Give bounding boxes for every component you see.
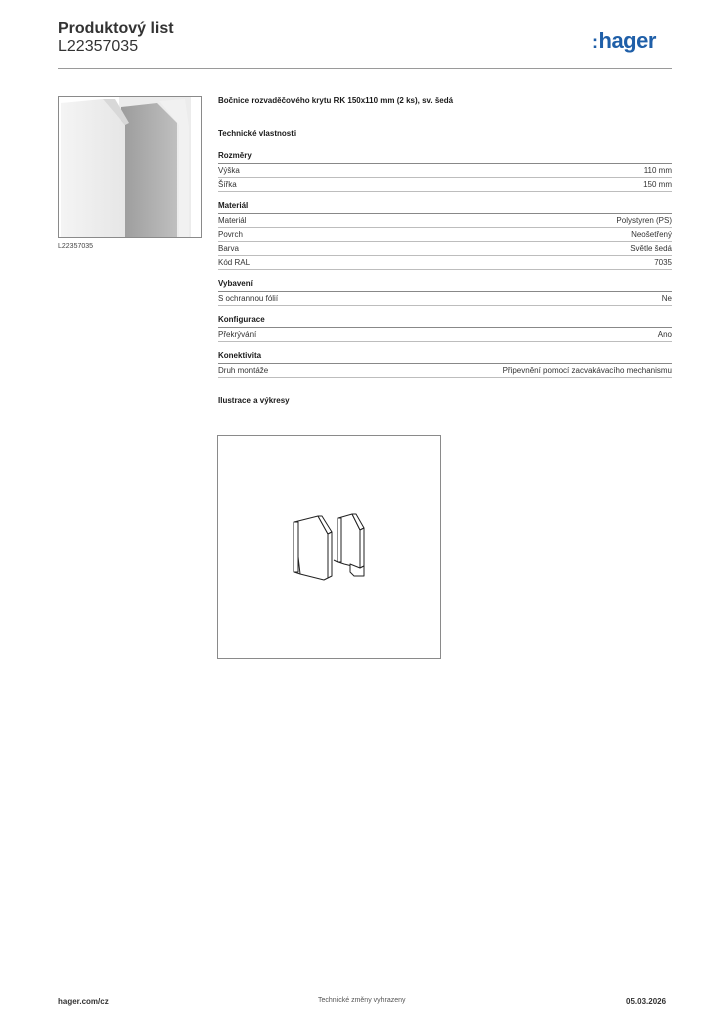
- group-title: Materiál: [218, 201, 672, 214]
- row-value: 150 mm: [643, 180, 672, 189]
- group-title: Rozměry: [218, 151, 672, 164]
- row-label: S ochrannou fólií: [218, 294, 279, 303]
- group-material: [218, 201, 672, 270]
- photo-caption: L22357035: [58, 243, 94, 250]
- product-name: Bočnice rozvaděčového krytu RK 150x110 mm (2 ks), sv. šedá: [218, 96, 454, 105]
- row-label: Druh montáže: [218, 366, 269, 375]
- row-value: Ano: [657, 330, 672, 339]
- table-row: [218, 328, 672, 342]
- group-title: Konektivita: [218, 351, 672, 364]
- side-panels-photo-icon: [59, 97, 201, 237]
- row-label: Překrývání: [218, 330, 257, 339]
- row-label: Povrch: [218, 230, 243, 239]
- logo-dots-icon: :: [592, 32, 598, 52]
- row-label: Kód RAL: [218, 258, 251, 267]
- properties-table: [218, 151, 672, 378]
- table-row: [218, 178, 672, 192]
- side-panels-drawing-icon: [218, 436, 440, 658]
- table-row: [218, 256, 672, 270]
- group-dimensions: [218, 151, 672, 192]
- table-row: [218, 364, 672, 378]
- footer-date: 05.03.2026: [626, 997, 667, 1006]
- row-label: Výška: [218, 166, 240, 175]
- technical-drawing: [217, 435, 441, 659]
- group-connectivity: [218, 351, 672, 378]
- group-title: Vybavení: [218, 279, 672, 292]
- row-value: Ne: [661, 294, 672, 303]
- drawings-heading: Ilustrace a výkresy: [218, 396, 290, 405]
- row-value: Světle šedá: [630, 244, 672, 253]
- table-row: [218, 292, 672, 306]
- footer-website: hager.com/cz: [58, 997, 109, 1006]
- row-label: Materiál: [218, 216, 247, 225]
- group-title: Konfigurace: [218, 315, 672, 328]
- row-value: 110 mm: [643, 166, 672, 175]
- table-row: [218, 164, 672, 178]
- row-value: 7035: [654, 258, 672, 267]
- footer-note: Technické změny vyhrazeny: [318, 997, 406, 1004]
- group-configuration: [218, 315, 672, 342]
- row-value: Polystyren (PS): [616, 216, 672, 225]
- logo-text: hager: [598, 28, 656, 53]
- product-code: L22357035: [58, 38, 139, 55]
- technical-heading: Technické vlastnosti: [218, 129, 297, 138]
- product-details: [218, 96, 672, 406]
- table-row: [218, 242, 672, 256]
- page-title: Produktový list: [58, 20, 174, 37]
- hager-logo: [592, 28, 656, 54]
- row-value: Připevnění pomocí zacvakávacího mechanismu: [502, 366, 672, 375]
- row-label: Šířka: [218, 180, 237, 189]
- group-equipment: [218, 279, 672, 306]
- product-photo: [58, 96, 202, 238]
- row-label: Barva: [218, 244, 239, 253]
- row-value: Neošetřený: [631, 230, 672, 239]
- table-row: [218, 214, 672, 228]
- header-divider: [58, 68, 672, 69]
- table-row: [218, 228, 672, 242]
